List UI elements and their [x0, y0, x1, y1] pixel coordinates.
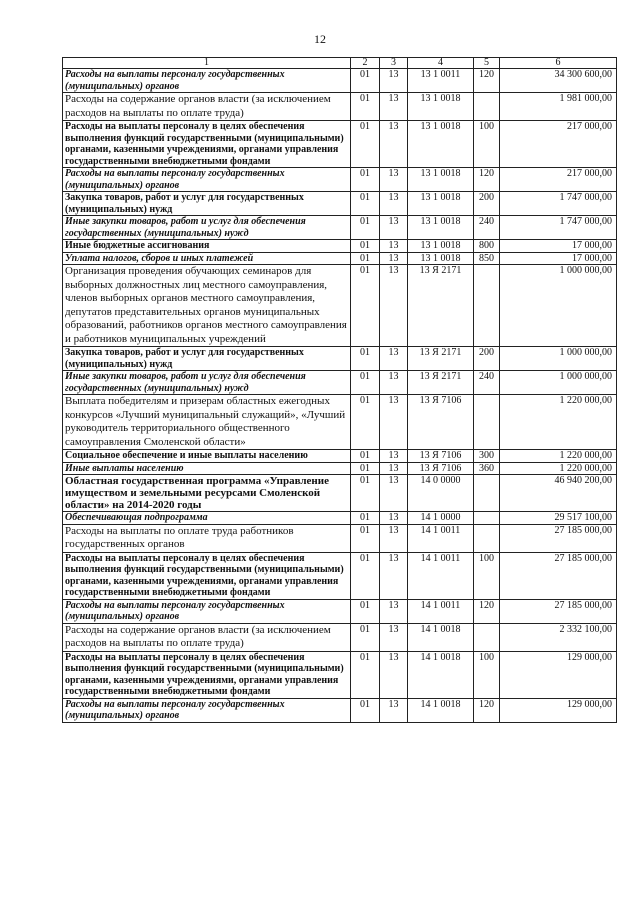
row-amount: 129 000,00	[500, 698, 617, 722]
row-expense-type: 360	[474, 462, 500, 475]
row-section: 01	[351, 462, 380, 475]
table-row	[63, 651, 617, 698]
row-amount: 34 300 600,00	[500, 69, 617, 93]
row-target-code: 14 0 0000	[408, 475, 474, 512]
row-expense-type: 200	[474, 347, 500, 371]
row-expense-type	[474, 475, 500, 512]
row-section: 01	[351, 395, 380, 450]
row-name: Расходы на выплаты персоналу в целях обеспечения выполнения функций государственными (муниципальными) органами, казенными учреждениями, органами управления государственными внебюджетными фондами	[63, 552, 351, 599]
row-section: 01	[351, 512, 380, 525]
column-header-6: 6	[500, 58, 617, 69]
row-subsection: 13	[380, 168, 408, 192]
row-amount: 1 000 000,00	[500, 371, 617, 395]
row-section: 01	[351, 698, 380, 722]
column-header-5: 5	[474, 58, 500, 69]
table-row	[63, 512, 617, 525]
row-expense-type: 120	[474, 599, 500, 623]
row-target-code: 13 1 0018	[408, 240, 474, 253]
row-amount: 1 747 000,00	[500, 216, 617, 240]
row-target-code: 13 1 0018	[408, 192, 474, 216]
table-row	[63, 450, 617, 463]
row-name: Социальное обеспечение и иные выплаты населению	[63, 450, 351, 463]
table-row	[63, 623, 617, 651]
row-amount: 217 000,00	[500, 168, 617, 192]
row-section: 01	[351, 623, 380, 651]
row-target-code: 13 Я 7106	[408, 450, 474, 463]
row-subsection: 13	[380, 216, 408, 240]
row-subsection: 13	[380, 512, 408, 525]
row-name: Расходы на содержание органов власти (за исключением расходов на выплаты по оплате труда)	[63, 93, 351, 121]
row-name: Обеспечивающая подпрограмма	[63, 512, 351, 525]
table-row	[63, 371, 617, 395]
row-amount: 1 220 000,00	[500, 395, 617, 450]
row-section: 01	[351, 168, 380, 192]
row-amount: 1 981 000,00	[500, 93, 617, 121]
row-subsection: 13	[380, 475, 408, 512]
row-target-code: 13 1 0018	[408, 168, 474, 192]
table-row	[63, 192, 617, 216]
row-section: 01	[351, 93, 380, 121]
row-target-code: 13 Я 2171	[408, 265, 474, 347]
row-expense-type: 240	[474, 371, 500, 395]
row-expense-type	[474, 265, 500, 347]
table-row	[63, 93, 617, 121]
row-subsection: 13	[380, 265, 408, 347]
row-expense-type: 100	[474, 651, 500, 698]
table-row	[63, 524, 617, 552]
row-section: 01	[351, 216, 380, 240]
row-amount: 17 000,00	[500, 240, 617, 253]
table-row	[63, 462, 617, 475]
row-target-code: 13 Я 2171	[408, 371, 474, 395]
column-header-2: 2	[351, 58, 380, 69]
row-subsection: 13	[380, 623, 408, 651]
row-name: Иные закупки товаров, работ и услуг для обеспечения государственных (муниципальных) нужд	[63, 371, 351, 395]
row-amount: 27 185 000,00	[500, 599, 617, 623]
table-row	[63, 265, 617, 347]
row-name: Закупка товаров, работ и услуг для государственных (муниципальных) нужд	[63, 192, 351, 216]
row-amount: 27 185 000,00	[500, 552, 617, 599]
row-subsection: 13	[380, 252, 408, 265]
row-expense-type: 850	[474, 252, 500, 265]
row-name: Уплата налогов, сборов и иных платежей	[63, 252, 351, 265]
row-name: Расходы на выплаты персоналу государственных (муниципальных) органов	[63, 69, 351, 93]
row-target-code: 13 1 0018	[408, 121, 474, 168]
row-target-code: 14 1 0011	[408, 524, 474, 552]
row-name: Иные бюджетные ассигнования	[63, 240, 351, 253]
table-row	[63, 698, 617, 722]
row-amount: 1 220 000,00	[500, 450, 617, 463]
row-expense-type	[474, 395, 500, 450]
row-amount: 1 000 000,00	[500, 347, 617, 371]
row-name: Закупка товаров, работ и услуг для государственных (муниципальных) нужд	[63, 347, 351, 371]
row-name: Расходы на выплаты персоналу государственных (муниципальных) органов	[63, 698, 351, 722]
row-target-code: 14 1 0000	[408, 512, 474, 525]
row-name: Выплата победителям и призерам областных ежегодных конкурсов «Лучший муниципальный служащий», «Лучший руководитель территориального общественного самоуправления Смоленской области»	[63, 395, 351, 450]
row-amount: 1 000 000,00	[500, 265, 617, 347]
row-amount: 29 517 100,00	[500, 512, 617, 525]
row-subsection: 13	[380, 93, 408, 121]
row-expense-type: 120	[474, 69, 500, 93]
row-subsection: 13	[380, 599, 408, 623]
row-expense-type	[474, 623, 500, 651]
row-section: 01	[351, 240, 380, 253]
table-row	[63, 121, 617, 168]
row-section: 01	[351, 450, 380, 463]
row-target-code: 13 Я 7106	[408, 395, 474, 450]
row-section: 01	[351, 651, 380, 698]
row-amount: 2 332 100,00	[500, 623, 617, 651]
row-name: Иные выплаты населению	[63, 462, 351, 475]
row-section: 01	[351, 524, 380, 552]
row-amount: 17 000,00	[500, 252, 617, 265]
row-target-code: 13 Я 2171	[408, 347, 474, 371]
row-expense-type	[474, 93, 500, 121]
header-row	[63, 58, 617, 69]
row-amount: 46 940 200,00	[500, 475, 617, 512]
table-row	[63, 395, 617, 450]
row-target-code: 13 1 0018	[408, 93, 474, 121]
table-row	[63, 552, 617, 599]
row-subsection: 13	[380, 121, 408, 168]
row-expense-type	[474, 524, 500, 552]
row-expense-type: 120	[474, 698, 500, 722]
table-row	[63, 599, 617, 623]
row-target-code: 14 1 0011	[408, 599, 474, 623]
row-subsection: 13	[380, 698, 408, 722]
table-row	[63, 216, 617, 240]
row-subsection: 13	[380, 240, 408, 253]
row-amount: 1 747 000,00	[500, 192, 617, 216]
row-expense-type: 100	[474, 552, 500, 599]
column-header-4: 4	[408, 58, 474, 69]
row-target-code: 13 1 0018	[408, 216, 474, 240]
table-row	[63, 168, 617, 192]
row-amount: 27 185 000,00	[500, 524, 617, 552]
row-subsection: 13	[380, 69, 408, 93]
row-expense-type: 300	[474, 450, 500, 463]
row-amount: 217 000,00	[500, 121, 617, 168]
table-row	[63, 475, 617, 512]
row-expense-type	[474, 512, 500, 525]
row-target-code: 13 Я 7106	[408, 462, 474, 475]
row-expense-type: 200	[474, 192, 500, 216]
row-target-code: 13 1 0018	[408, 252, 474, 265]
row-section: 01	[351, 347, 380, 371]
row-name: Расходы на содержание органов власти (за исключением расходов на выплаты по оплате труда)	[63, 623, 351, 651]
row-section: 01	[351, 371, 380, 395]
row-expense-type: 120	[474, 168, 500, 192]
row-section: 01	[351, 475, 380, 512]
row-expense-type: 240	[474, 216, 500, 240]
column-header-1: 1	[63, 58, 351, 69]
row-section: 01	[351, 252, 380, 265]
row-subsection: 13	[380, 192, 408, 216]
row-amount: 129 000,00	[500, 651, 617, 698]
table-body	[63, 58, 617, 723]
row-expense-type: 800	[474, 240, 500, 253]
row-name: Расходы на выплаты по оплате труда работников государственных органов	[63, 524, 351, 552]
row-subsection: 13	[380, 371, 408, 395]
table-row	[63, 240, 617, 253]
row-subsection: 13	[380, 524, 408, 552]
row-name: Организация проведения обучающих семинаров для выборных должностных лиц местного самоуправления, членов выборных органов местного самоуправления, депутатов представительных органов муниципальных образований, работников органов местного самоуправления и работников муниципальных учреждений	[63, 265, 351, 347]
row-target-code: 14 1 0011	[408, 552, 474, 599]
row-name: Областная государственная программа «Управление имуществом и земельными ресурсами Смоленской области» на 2014-2020 годы	[63, 475, 351, 512]
row-name: Иные закупки товаров, работ и услуг для обеспечения государственных (муниципальных) нужд	[63, 216, 351, 240]
row-section: 01	[351, 121, 380, 168]
row-subsection: 13	[380, 395, 408, 450]
row-target-code: 14 1 0018	[408, 698, 474, 722]
row-amount: 1 220 000,00	[500, 462, 617, 475]
row-name: Расходы на выплаты персоналу в целях обеспечения выполнения функций государственными (муниципальными) органами, казенными учреждениями, органами управления государственными внебюджетными фондами	[63, 121, 351, 168]
budget-table	[62, 57, 617, 723]
row-section: 01	[351, 552, 380, 599]
row-section: 01	[351, 599, 380, 623]
row-target-code: 13 1 0011	[408, 69, 474, 93]
table-row	[63, 252, 617, 265]
row-section: 01	[351, 192, 380, 216]
row-name: Расходы на выплаты персоналу государственных (муниципальных) органов	[63, 599, 351, 623]
row-subsection: 13	[380, 651, 408, 698]
table-row	[63, 69, 617, 93]
row-target-code: 14 1 0018	[408, 623, 474, 651]
table-row	[63, 347, 617, 371]
row-name: Расходы на выплаты персоналу государственных (муниципальных) органов	[63, 168, 351, 192]
page-number: 12	[314, 32, 326, 46]
row-section: 01	[351, 265, 380, 347]
row-subsection: 13	[380, 462, 408, 475]
row-subsection: 13	[380, 552, 408, 599]
row-expense-type: 100	[474, 121, 500, 168]
row-subsection: 13	[380, 347, 408, 371]
row-target-code: 14 1 0018	[408, 651, 474, 698]
row-subsection: 13	[380, 450, 408, 463]
row-section: 01	[351, 69, 380, 93]
column-header-3: 3	[380, 58, 408, 69]
row-name: Расходы на выплаты персоналу в целях обеспечения выполнения функций государственными (муниципальными) органами, казенными учреждениями, органами управления государственными внебюджетными фондами	[63, 651, 351, 698]
